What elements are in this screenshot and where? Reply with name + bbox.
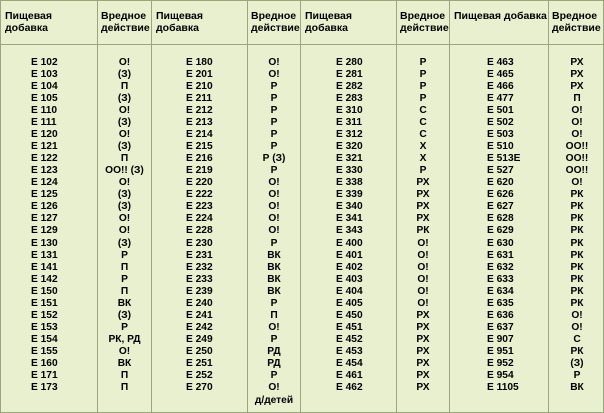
header-harm (248, 1, 300, 45)
harm-effect: ОО!! (565, 140, 589, 152)
additive-code: E 477 (487, 92, 514, 104)
additive-code: E 462 (336, 382, 363, 394)
additive-code: E 150 (31, 285, 58, 297)
harm-effect: П (270, 309, 278, 321)
additive-code: E 270 (186, 382, 213, 394)
additive-code: E 634 (487, 285, 514, 297)
additive-code: E 241 (186, 309, 213, 321)
additive-code: E 626 (487, 189, 514, 201)
harm-effect: П (120, 153, 129, 165)
harm-effect: ВК (267, 261, 281, 273)
additive-code: E 224 (186, 213, 213, 225)
header-additive-label: Пищевая добавка (156, 10, 203, 34)
harm-effect: С (419, 116, 427, 128)
header-harm (98, 1, 151, 45)
additive-code: E 340 (336, 201, 363, 213)
harm-effect: ОО!! (З) (105, 165, 144, 177)
additive-code: E 154 (31, 334, 58, 346)
harm-effect: РХ (416, 346, 430, 358)
harm-effect: Р (121, 249, 128, 261)
harm-effect: Р (270, 116, 278, 128)
header-harm-line2: действие (251, 22, 300, 34)
header-harm-line1: Вредное (251, 10, 297, 22)
additive-code: E 210 (186, 80, 213, 92)
additive-code: E 466 (487, 80, 514, 92)
harm-effect: ВК (117, 297, 132, 309)
header-additive-label: Пищевая добавка (454, 10, 547, 22)
harm-effect: РК, РД (108, 334, 141, 346)
harm-effect: РХ (416, 201, 430, 213)
harm-effect: ВК (267, 285, 281, 297)
harm-effect: РХ (570, 56, 584, 68)
additive-code: E 620 (487, 177, 514, 189)
harm-effect: ОО!! (565, 153, 589, 165)
harm-effect: Р (419, 56, 427, 68)
column-harm-1 (97, 1, 151, 412)
harm-effect: О! (571, 322, 583, 334)
header-additive (1, 1, 97, 45)
header-harm (549, 1, 604, 45)
additive-code: E 632 (487, 261, 514, 273)
additive-code: E 637 (487, 322, 514, 334)
additive-code: E 228 (186, 225, 213, 237)
harm-effect: Х (419, 153, 427, 165)
additive-code: E 240 (186, 297, 213, 309)
harm-effect: О! (571, 309, 583, 321)
harm-effect: РХ (416, 189, 430, 201)
additive-code: E 280 (336, 56, 363, 68)
harm-effect: П (120, 80, 129, 92)
additive-code: E 216 (186, 153, 213, 165)
harm-effect: С (419, 104, 427, 116)
header-harm-line2: действие (552, 22, 601, 34)
harm-effect: О! (571, 177, 583, 189)
harm-effect: П (120, 382, 129, 394)
harm-effect: Р (121, 273, 128, 285)
harm-effect: Х (419, 140, 427, 152)
additive-code: E 343 (336, 225, 363, 237)
additive-code: E 627 (487, 201, 514, 213)
harm-effect: О! (417, 273, 429, 285)
harm-effect: Р (270, 128, 278, 140)
harm-effect: РК (416, 225, 430, 237)
harm-effect: О! (118, 56, 131, 68)
additive-code: E 450 (336, 309, 363, 321)
harm-effect: О! (571, 116, 583, 128)
additive-code: E 252 (186, 370, 213, 382)
additive-code: E 451 (336, 322, 363, 334)
additive-code: E 527 (487, 165, 514, 177)
harm-effect: О! (118, 177, 131, 189)
harm-effect: О! (268, 189, 280, 201)
additive-code: E 633 (487, 273, 514, 285)
harm-effect: Р (270, 80, 278, 92)
additive-code: E 954 (487, 370, 514, 382)
additive-code: E 952 (487, 358, 514, 370)
harm-effect: Р (573, 370, 581, 382)
additive-code: E 230 (186, 237, 213, 249)
harm-effect: (З) (117, 92, 132, 104)
additive-code: E 403 (336, 273, 363, 285)
additive-code: E 310 (336, 104, 363, 116)
harm-effect: Р (270, 140, 278, 152)
harm-effect: РХ (416, 177, 430, 189)
additive-code: E 151 (31, 297, 58, 309)
harm-effect: П (120, 285, 129, 297)
harm-effect: РК (570, 297, 584, 309)
additive-code: E 631 (487, 249, 514, 261)
additive-code: E 242 (186, 322, 213, 334)
additive-code: E 502 (487, 116, 514, 128)
header-additive (152, 1, 247, 45)
additive-code: E 400 (336, 237, 363, 249)
additive-code: E 636 (487, 309, 514, 321)
additive-code: E 141 (31, 261, 58, 273)
harm-effect: (З) (117, 237, 132, 249)
harm-effect: Р (270, 237, 278, 249)
additive-code: E 123 (31, 165, 58, 177)
additive-code: E 404 (336, 285, 363, 297)
additive-code: E 126 (31, 201, 58, 213)
harm-effect: О! (268, 213, 280, 225)
additive-code: E 142 (31, 273, 58, 285)
harm-effect: ВК (267, 273, 281, 285)
harm-effect: О! (268, 225, 280, 237)
harm-effect: ВК (267, 249, 281, 261)
harm-effect: (З) (117, 309, 132, 321)
additive-code: E 251 (186, 358, 213, 370)
harm-effect: О! (118, 128, 131, 140)
column-harm-3 (396, 1, 449, 412)
harm-effect: О! (268, 322, 280, 334)
additive-code: E 501 (487, 104, 514, 116)
harm-effect: О! (118, 225, 131, 237)
harm-effect: О! (417, 261, 429, 273)
harm-effect: РК (570, 213, 584, 225)
header-harm-line1: Вредное (400, 10, 446, 22)
additive-code: E 104 (31, 80, 58, 92)
harm-effect: О! (118, 213, 131, 225)
harm-effect: Р (270, 370, 278, 382)
harm-effect: РХ (416, 358, 430, 370)
harm-effect: РК (570, 261, 584, 273)
additive-code: E 338 (336, 177, 363, 189)
additive-code: E 320 (336, 140, 363, 152)
harm-effect: РК (570, 201, 584, 213)
harm-effect: РХ (416, 322, 430, 334)
additive-code: E 233 (186, 273, 213, 285)
harm-effect: О! (571, 104, 583, 116)
column-harm-2 (247, 1, 300, 412)
additive-code: E 510 (487, 140, 514, 152)
harm-effect: Р (270, 92, 278, 104)
harm-effect: Р (121, 322, 128, 334)
harm-effect: Р (З) (262, 153, 286, 165)
additive-code: E 629 (487, 225, 514, 237)
harm-effect: Р (270, 104, 278, 116)
additive-code: E 907 (487, 334, 514, 346)
harm-effect: О! (268, 201, 280, 213)
additive-code: E 105 (31, 92, 58, 104)
additive-code: E 465 (487, 68, 514, 80)
harm-effect: РХ (416, 382, 430, 394)
harm-effect: (З) (117, 201, 132, 213)
additive-code: E 213 (186, 116, 213, 128)
additive-code: E 129 (31, 225, 58, 237)
harm-effect: Р (270, 165, 278, 177)
additive-code: E 211 (186, 92, 213, 104)
harm-effect: РК (570, 249, 584, 261)
harm-effect: О! (417, 237, 429, 249)
additive-code: E 111 (31, 116, 57, 128)
harm-effect: РК (570, 273, 584, 285)
harm-effect: П (120, 370, 129, 382)
additive-code: E 120 (31, 128, 58, 140)
harm-effect: Р (270, 297, 278, 309)
additive-code: E 103 (31, 68, 58, 80)
additive-code: E 212 (186, 104, 213, 116)
additive-code: E 121 (31, 140, 58, 152)
additive-code: E 173 (31, 382, 58, 394)
additive-code: E 635 (487, 297, 514, 309)
header-additive (450, 1, 548, 45)
additive-code: E 127 (31, 213, 58, 225)
column-additive-1 (1, 1, 97, 412)
harm-effect: РК (570, 237, 584, 249)
harm-effect: РК (570, 346, 584, 358)
additive-code: E 339 (336, 189, 363, 201)
additive-code: E 281 (336, 68, 363, 80)
additive-code: E 155 (31, 346, 58, 358)
additive-code: E 402 (336, 261, 363, 273)
harm-effect: (З) (117, 189, 132, 201)
harm-effect: РХ (416, 309, 430, 321)
additive-code: E 454 (336, 358, 363, 370)
harm-effect: (З) (117, 116, 132, 128)
harm-effect: (З) (570, 358, 584, 370)
additive-code: E 282 (336, 80, 363, 92)
harm-effect: РД (267, 358, 281, 370)
additive-code: E 102 (31, 56, 58, 68)
column-additive-3 (300, 1, 396, 412)
header-harm (397, 1, 449, 45)
additive-code: E 630 (487, 237, 514, 249)
additive-code: E 220 (186, 177, 213, 189)
harm-effect: РХ (416, 370, 430, 382)
additive-code: E 250 (186, 346, 213, 358)
additive-code: E 222 (186, 189, 213, 201)
additive-code: E 628 (487, 213, 514, 225)
additive-code: E 215 (186, 140, 213, 152)
harm-effect: РХ (416, 334, 430, 346)
harm-effect: О! (118, 346, 131, 358)
additive-code: E 513E (487, 153, 521, 165)
additive-code: E 214 (186, 128, 213, 140)
harm-effect: Р (270, 334, 278, 346)
additive-code: E 232 (186, 261, 213, 273)
harm-effect: О! (417, 285, 429, 297)
harm-effect: ОО!! (565, 165, 589, 177)
header-additive (301, 1, 396, 45)
additive-code: E 951 (487, 346, 514, 358)
additive-code: E 405 (336, 297, 363, 309)
harm-effect: ВК (117, 358, 132, 370)
header-harm-line2: действие (400, 22, 449, 34)
harm-effect: (З) (117, 68, 132, 80)
harm-effect-note: д/детей (254, 395, 294, 407)
column-additive-2 (151, 1, 247, 412)
additive-code: E 283 (336, 92, 363, 104)
harm-effect: РК (570, 189, 584, 201)
harm-effect: РХ (416, 213, 430, 225)
additive-code: E 461 (336, 370, 363, 382)
additive-code: E 160 (31, 358, 58, 370)
additive-code: E 330 (336, 165, 363, 177)
additive-code: E 122 (31, 153, 58, 165)
additive-code: E 201 (186, 68, 213, 80)
harm-effect: С (419, 128, 427, 140)
additive-code: E 452 (336, 334, 363, 346)
additive-code: E 219 (186, 165, 213, 177)
additive-code: E 1105 (487, 382, 519, 394)
additive-code: E 311 (336, 116, 363, 128)
column-additive-4 (449, 1, 548, 412)
harm-effect: О! (571, 128, 583, 140)
harm-effect: Р (419, 92, 427, 104)
additive-code: E 231 (186, 249, 213, 261)
header-additive-label: Пищевая добавка (5, 10, 52, 34)
harm-effect: Р (419, 68, 427, 80)
header-harm-line2: действие (101, 22, 150, 34)
harm-effect: РК (570, 285, 584, 297)
additive-code: E 171 (31, 370, 58, 382)
harm-effect: Р (419, 80, 427, 92)
additive-code: E 152 (31, 309, 58, 321)
additive-code: E 503 (487, 128, 514, 140)
additive-code: E 124 (31, 177, 58, 189)
harm-effect: О! (268, 177, 280, 189)
header-additive-label: Пищевая добавка (305, 10, 352, 34)
harm-effect: Р (419, 165, 427, 177)
additive-code: E 153 (31, 322, 58, 334)
additive-code: E 110 (31, 104, 58, 116)
harm-effect: (З) (117, 140, 132, 152)
additive-code: E 125 (31, 189, 58, 201)
header-harm-line1: Вредное (101, 10, 147, 22)
harm-effect: О! (417, 297, 429, 309)
additive-code: E 463 (487, 56, 514, 68)
harm-effect: РД (267, 346, 281, 358)
additive-code: E 312 (336, 128, 363, 140)
harm-effect: О! (268, 382, 280, 394)
harm-effect: О! (268, 68, 280, 80)
harm-effect: П (573, 92, 581, 104)
harm-effect: РХ (570, 80, 584, 92)
harm-effect: РХ (570, 68, 584, 80)
harm-effect: О! (417, 249, 429, 261)
additive-code: E 239 (186, 285, 213, 297)
additive-code: E 130 (31, 237, 58, 249)
harm-effect: РК (570, 225, 584, 237)
harm-effect: О! (268, 56, 280, 68)
harm-effect: ВК (570, 382, 584, 394)
additive-code: E 223 (186, 201, 213, 213)
harm-effect: П (120, 261, 129, 273)
additive-code: E 401 (336, 249, 363, 261)
harm-effect: О! (118, 104, 131, 116)
additive-code: E 321 (336, 153, 363, 165)
additive-code: E 131 (31, 249, 58, 261)
additive-code: E 249 (186, 334, 213, 346)
harm-effect: С (573, 334, 581, 346)
additive-code: E 453 (336, 346, 363, 358)
column-harm-4 (548, 1, 604, 412)
additive-code: E 180 (186, 56, 213, 68)
additive-code: E 341 (336, 213, 363, 225)
header-harm-line1: Вредное (552, 10, 598, 22)
